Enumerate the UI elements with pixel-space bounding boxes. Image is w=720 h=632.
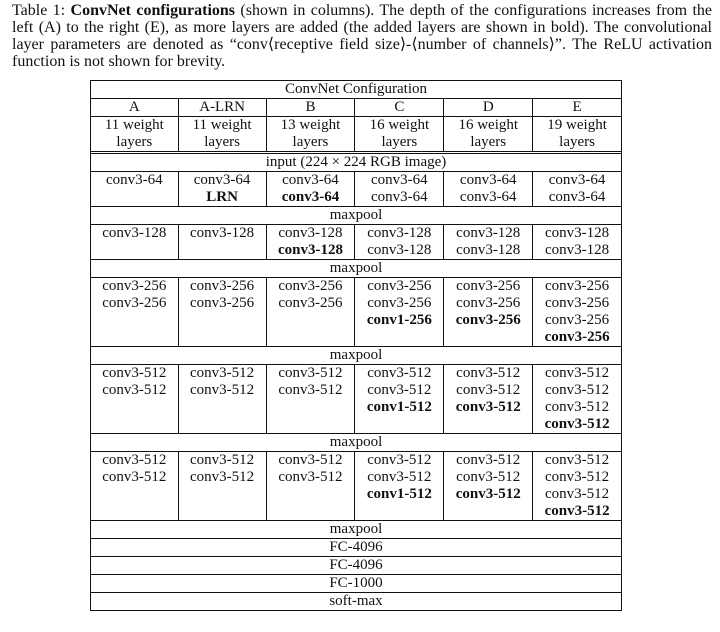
column-header-b: B	[266, 99, 355, 117]
column-header-d: D	[444, 99, 533, 117]
weights-count: 19 weight	[547, 117, 607, 133]
column-header-c: C	[355, 99, 444, 117]
maxpool-layer-row	[91, 207, 621, 225]
layer-entry: conv3-64	[548, 189, 606, 205]
layer-entry: conv3-128	[277, 242, 343, 258]
layer-entry: conv1-512	[366, 486, 432, 502]
layer-entry: conv3-512	[544, 503, 610, 519]
config-cell	[444, 172, 533, 207]
layer-entry: conv3-64	[548, 172, 606, 188]
layer-entry: conv3-256	[545, 278, 610, 294]
softmax-layer-row	[91, 593, 621, 611]
layer-entry: conv3-512	[190, 469, 255, 485]
config-cell	[91, 172, 178, 207]
maxpool-layer: maxpool	[91, 260, 621, 278]
weights-unit: layers	[116, 134, 153, 150]
layer-entry: conv3-256	[102, 278, 167, 294]
layer-entry: conv3-512	[545, 469, 610, 485]
layer-entry: conv3-64	[282, 172, 339, 188]
layer-entry: conv3-128	[456, 225, 521, 241]
config-cell	[355, 365, 444, 434]
layer-entry: conv3-512	[278, 452, 343, 468]
column-header-a-lrn: A-LRN	[178, 99, 266, 117]
layer-entry: conv3-512	[545, 486, 610, 502]
conv-group-row	[91, 452, 621, 521]
config-cell	[266, 452, 355, 521]
layer-entry: LRN	[206, 189, 238, 205]
layer-entry: conv3-512	[367, 452, 432, 468]
layer-entry: conv3-256	[545, 295, 610, 311]
layer-entry: conv3-256	[190, 278, 255, 294]
config-cell	[178, 365, 266, 434]
softmax-layer: soft-max	[91, 593, 621, 611]
maxpool-layer-row	[91, 521, 621, 539]
column-header-e: E	[533, 99, 621, 117]
maxpool-layer: maxpool	[91, 347, 621, 365]
caption-text: (shown in columns). The depth of the configurations increases from the left (A) to the right (E), as more layers are added (the added layers are shown in bold). The convolutional layer parameters are denoted as “conv⟨receptive field size⟩-⟨number of channels⟩”. The ReLU activation function is not shown for brevity.	[12, 2, 713, 70]
layer-entry: conv3-64	[371, 172, 428, 188]
config-cell	[444, 225, 533, 260]
layer-entry: conv1-256	[366, 312, 432, 328]
column-header-a: A	[128, 99, 140, 115]
fc-layer: FC-4096	[91, 557, 621, 575]
layer-entry: conv3-512	[545, 365, 610, 381]
layer-entry: conv3-512	[456, 365, 521, 381]
layer-entry: conv3-512	[367, 382, 432, 398]
layer-entry: conv3-512	[456, 469, 521, 485]
config-cell	[266, 172, 355, 207]
config-cell	[533, 278, 621, 347]
header-name-row	[91, 99, 621, 117]
config-cell	[444, 278, 533, 347]
config-cell	[91, 452, 178, 521]
weights-count: 13 weight	[280, 117, 341, 133]
layer-entry: conv3-512	[455, 399, 521, 415]
layer-entry: conv3-512	[278, 365, 343, 381]
layer-entry: conv3-256	[190, 295, 255, 311]
config-cell	[533, 452, 621, 521]
table-caption	[12, 2, 712, 70]
layer-entry: conv3-128	[545, 225, 610, 241]
fc-layer-row	[91, 557, 621, 575]
config-cell	[444, 365, 533, 434]
config-cell	[178, 278, 266, 347]
config-cell	[91, 278, 178, 347]
weights-count: 16 weight	[369, 117, 430, 133]
layer-entry: conv3-512	[278, 469, 343, 485]
column-weights	[444, 117, 533, 153]
layer-entry: conv3-512	[545, 452, 610, 468]
config-cell	[355, 172, 444, 207]
layer-entry: conv3-512	[367, 365, 432, 381]
conv-group-row	[91, 365, 621, 434]
layer-entry: conv3-128	[190, 225, 255, 241]
layer-entry: conv3-128	[456, 242, 521, 258]
layer-entry: conv3-512	[456, 382, 521, 398]
layer-entry: conv3-128	[367, 242, 432, 258]
conv-group-row	[91, 225, 621, 260]
layer-entry: conv3-256	[278, 295, 343, 311]
layer-entry: conv3-64	[459, 189, 517, 205]
caption-label: Table 1:	[12, 2, 66, 19]
layer-entry: conv3-64	[281, 189, 340, 205]
weights-count: 16 weight	[458, 117, 519, 133]
layer-entry: conv3-512	[545, 399, 610, 415]
table-title: ConvNet Configuration	[91, 81, 621, 99]
layer-entry: conv3-128	[102, 225, 167, 241]
maxpool-layer-row	[91, 347, 621, 365]
config-cell	[355, 452, 444, 521]
maxpool-layer: maxpool	[91, 521, 621, 539]
fc-layer: FC-1000	[91, 575, 621, 593]
maxpool-layer-row	[91, 260, 621, 278]
header-weights-row	[91, 117, 621, 153]
layer-entry: conv3-512	[102, 452, 167, 468]
weights-count: 11 weight	[192, 117, 252, 133]
layer-entry: conv3-512	[367, 469, 432, 485]
maxpool-layer: maxpool	[91, 207, 621, 225]
layer-entry: conv3-64	[106, 172, 163, 188]
fc-layer-row	[91, 575, 621, 593]
weights-unit: layers	[292, 134, 329, 150]
config-cell	[178, 225, 266, 260]
config-cell	[266, 225, 355, 260]
weights-unit: layers	[559, 134, 595, 150]
layer-entry: conv3-512	[455, 486, 521, 502]
column-weights	[266, 117, 355, 153]
conv-group-row	[91, 172, 621, 207]
layer-entry: conv3-256	[455, 312, 521, 328]
weights-unit: layers	[204, 134, 241, 150]
layer-entry: conv3-512	[544, 416, 610, 432]
column-weights	[91, 117, 178, 153]
layer-entry: conv3-512	[545, 382, 610, 398]
input-row	[91, 153, 621, 172]
conv-group-row	[91, 278, 621, 347]
layer-entry: conv3-512	[190, 365, 255, 381]
config-cell	[266, 365, 355, 434]
layer-entry: conv3-256	[456, 295, 521, 311]
weights-count: 11 weight	[104, 117, 164, 133]
layer-entry: conv3-512	[456, 452, 521, 468]
layer-entry: conv3-64	[193, 172, 251, 188]
layer-entry: conv3-512	[190, 452, 255, 468]
layer-entry: conv3-256	[278, 278, 343, 294]
maxpool-layer: maxpool	[91, 434, 621, 452]
convnet-config-table	[90, 80, 622, 611]
fc-layer: FC-4096	[91, 539, 621, 557]
layer-entry: conv3-256	[545, 312, 610, 328]
layer-entry: conv3-512	[190, 382, 255, 398]
layer-entry: conv3-128	[367, 225, 432, 241]
layer-entry: conv3-256	[367, 295, 432, 311]
layer-entry: conv3-128	[545, 242, 610, 258]
config-cell	[91, 365, 178, 434]
column-weights	[533, 117, 621, 153]
layer-entry: conv3-256	[456, 278, 521, 294]
column-weights	[178, 117, 266, 153]
config-cell	[533, 172, 621, 207]
fc-layer-row	[91, 539, 621, 557]
layer-entry: conv3-64	[459, 172, 517, 188]
layer-entry: conv3-256	[102, 295, 167, 311]
layer-entry: conv3-512	[102, 365, 167, 381]
config-cell	[533, 365, 621, 434]
layer-entry: conv3-64	[371, 189, 428, 205]
layer-entry: conv3-256	[544, 329, 610, 345]
config-cell	[355, 225, 444, 260]
config-cell	[91, 225, 178, 260]
layer-entry: conv1-512	[366, 399, 432, 415]
layer-entry: conv3-256	[367, 278, 432, 294]
maxpool-layer-row	[91, 434, 621, 452]
weights-unit: layers	[470, 134, 507, 150]
layer-entry: conv3-512	[102, 382, 167, 398]
weights-unit: layers	[381, 134, 418, 150]
config-cell	[266, 278, 355, 347]
config-cell	[178, 172, 266, 207]
layer-entry: conv3-128	[278, 225, 343, 241]
table-title-row	[91, 81, 621, 99]
config-cell	[533, 225, 621, 260]
config-cell	[178, 452, 266, 521]
column-weights	[355, 117, 444, 153]
input-layer: input (224 × 224 RGB image)	[91, 153, 621, 172]
config-cell	[444, 452, 533, 521]
caption-title: ConvNet configurations	[70, 2, 236, 19]
layer-entry: conv3-512	[278, 382, 343, 398]
layer-entry: conv3-512	[102, 469, 167, 485]
config-cell	[355, 278, 444, 347]
